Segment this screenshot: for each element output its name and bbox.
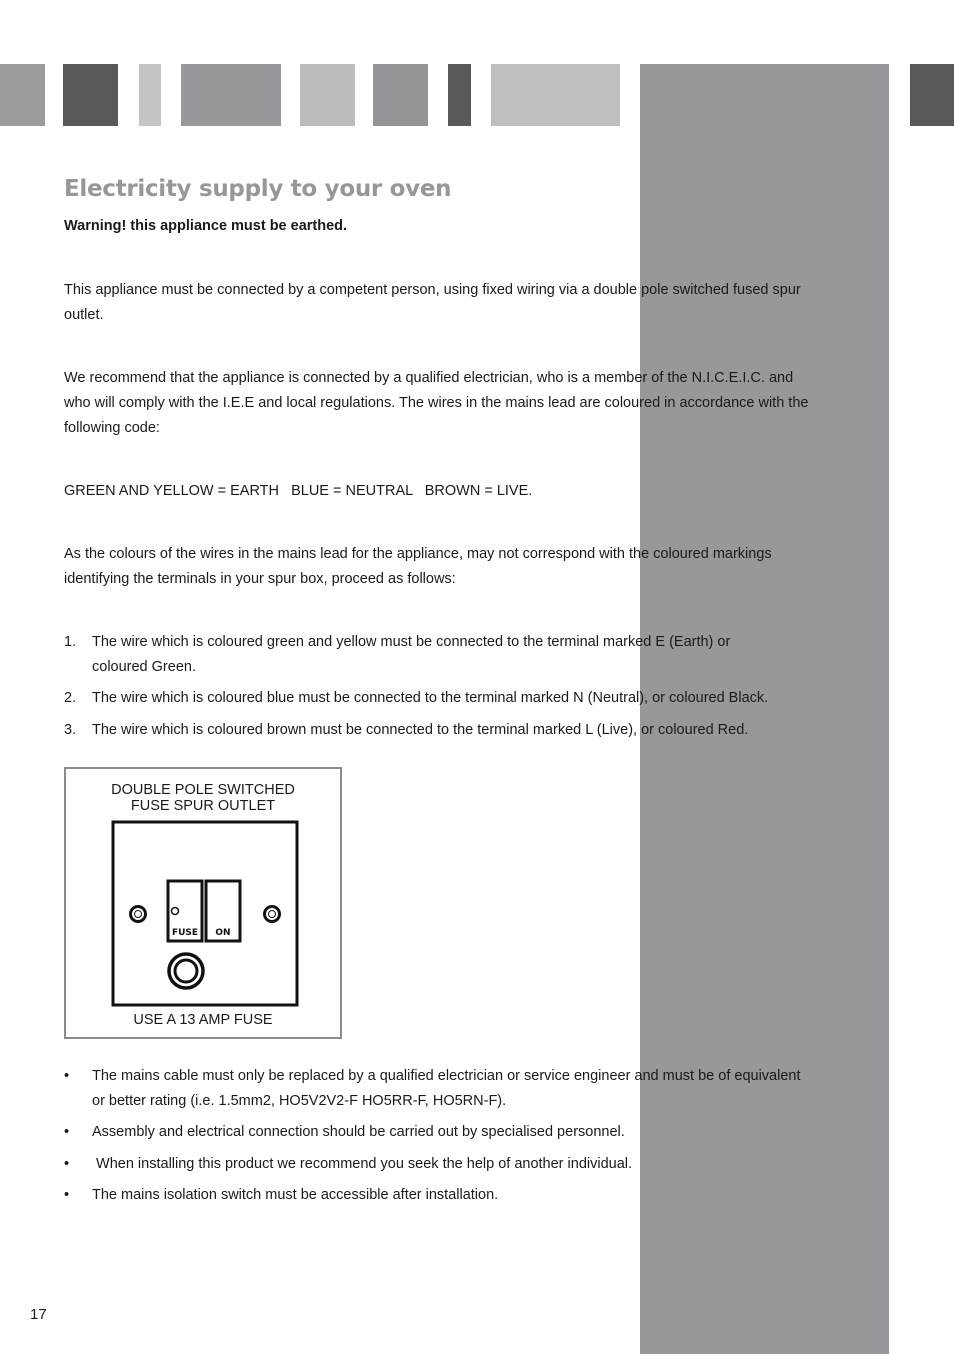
list-number: 2. bbox=[64, 690, 77, 706]
header-band-6 bbox=[373, 64, 428, 126]
header-band-1 bbox=[0, 64, 45, 126]
diagram-caption: USE A 13 AMP FUSE bbox=[133, 1012, 273, 1028]
paragraph-connection: This appliance must be connected by a competent person, using fixed wiring via a double pole switched fused spur outlet. bbox=[64, 282, 801, 323]
header-band-5 bbox=[300, 64, 355, 126]
list-item-text: The wire which is coloured brown must be connected to the terminal marked L (Live), or coloured Red. bbox=[92, 722, 749, 738]
bullet-text: The mains isolation switch must be accessible after installation. bbox=[92, 1187, 499, 1203]
diagram-title-line-2: FUSE SPUR OUTLET bbox=[130, 798, 276, 814]
list-number: 3. bbox=[64, 722, 77, 738]
header-band-8 bbox=[491, 64, 620, 126]
bullet-item bbox=[64, 1120, 809, 1145]
bullet-icon: • bbox=[64, 1124, 70, 1140]
bullet-text: The mains cable must only be replaced by a qualified electrician or service engineer and must be of equivalent or better rating (i.e. 1.5mm2, HO5V2V2-F HO5RR-F, HO5RN-F). bbox=[92, 1068, 801, 1109]
fuse-spur-diagram bbox=[64, 767, 342, 1039]
spur-outlet-drawing bbox=[66, 769, 340, 1037]
fuse-label: FUSE bbox=[171, 928, 199, 938]
earth-warning: Warning! this appliance must be earthed. bbox=[64, 218, 348, 234]
header-band-2 bbox=[63, 64, 118, 126]
list-number: 1. bbox=[64, 634, 77, 650]
diagram-title-line-1: DOUBLE POLE SWITCHED bbox=[111, 782, 295, 798]
paragraph-colours-note: As the colours of the wires in the mains lead for the appliance, may not correspond with the coloured markings identifying the terminals in your spur box, proceed as follows: bbox=[64, 546, 772, 587]
paragraph-colour-code: GREEN AND YELLOW = EARTH BLUE = NEUTRAL BROWN = LIVE. bbox=[64, 483, 533, 499]
list-item-text: The wire which is coloured blue must be connected to the terminal marked N (Neutral), or coloured Black. bbox=[92, 690, 769, 706]
page-number: 17 bbox=[30, 1306, 47, 1323]
page-title: Electricity supply to your oven bbox=[64, 176, 452, 202]
list-item bbox=[64, 686, 809, 711]
list-item bbox=[64, 630, 809, 680]
list-item bbox=[64, 718, 809, 743]
bullet-item bbox=[64, 1183, 809, 1208]
list-item-text: The wire which is coloured green and yellow must be connected to the terminal marked E (Earth) or coloured Green. bbox=[92, 634, 731, 675]
bullet-icon: • bbox=[64, 1068, 70, 1084]
bullet-item bbox=[64, 1064, 809, 1114]
bullet-icon: • bbox=[64, 1156, 70, 1172]
header-band-9 bbox=[910, 64, 954, 126]
bullet-text: When installing this product we recommend you seek the help of another individual. bbox=[92, 1156, 633, 1172]
header-band-4 bbox=[181, 64, 281, 126]
on-label: ON bbox=[215, 928, 231, 938]
header-band-3 bbox=[139, 64, 161, 126]
bullet-item bbox=[64, 1152, 809, 1177]
header-band-7 bbox=[448, 64, 471, 126]
bullet-icon: • bbox=[64, 1187, 70, 1203]
bullet-text: Assembly and electrical connection should be carried out by specialised personnel. bbox=[92, 1124, 625, 1140]
paragraph-electrician: We recommend that the appliance is connected by a qualified electrician, who is a member of the N.I.C.E.I.C. and who will comply with the I.E.E and local regulations. The wires in the mains lead are coloured in accordance with the following code: bbox=[64, 370, 809, 436]
